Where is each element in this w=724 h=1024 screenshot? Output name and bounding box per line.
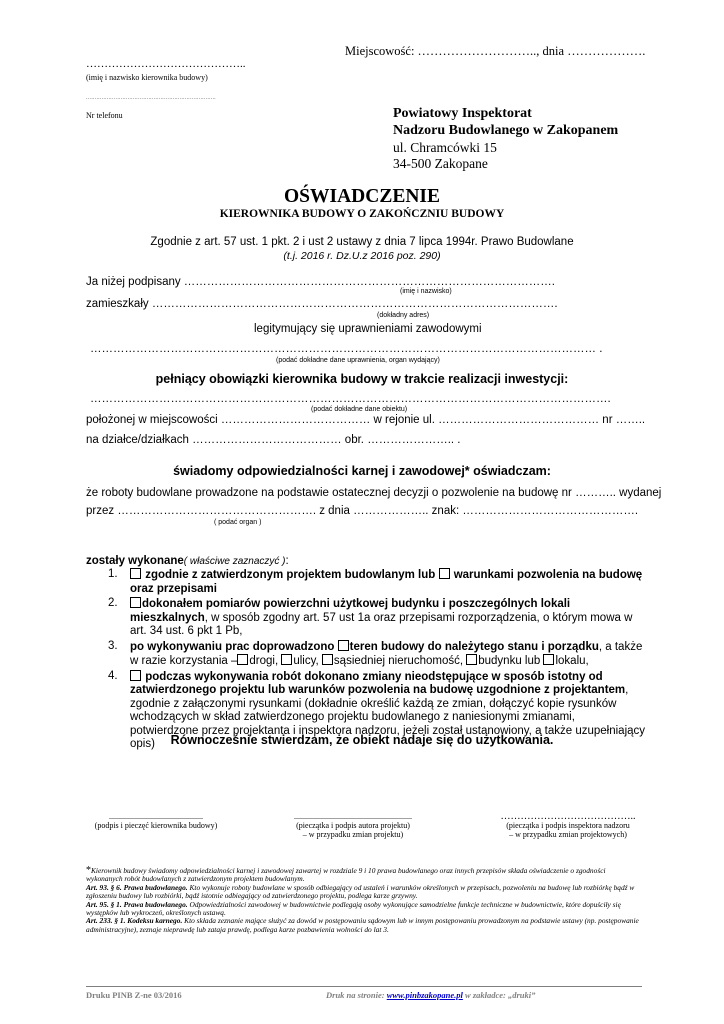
works-done-note: ( właściwe zaznaczyć ) xyxy=(183,556,286,567)
item-number: 4. xyxy=(108,669,118,682)
item-3-text-a: po wykonywaniu prac doprowadzono xyxy=(130,640,335,653)
item-3-text-h: lokalu, xyxy=(555,655,589,667)
footnote-3 xyxy=(86,901,642,918)
print-source xyxy=(326,990,535,1000)
conclusion: Równocześnie stwierdzam, że obiekt nadaje się do użytkowania. xyxy=(170,733,554,747)
manager-name-caption: (imię i nazwisko kierownika budowy) xyxy=(86,73,208,82)
item-1-text-a: zgodnie z zatwierdzonym projektem budowlanym lub xyxy=(145,569,436,581)
addressee-line-4: 34-500 Zakopane xyxy=(393,156,488,171)
checkbox[interactable] xyxy=(237,654,248,665)
role-heading: pełniący obowiązki kierownika budowy w trakcie realizacji inwestycji: xyxy=(155,372,569,386)
checkbox[interactable] xyxy=(130,670,141,681)
signed-name-field: Ja niżej podpisany ……………………………………………………………………………………. xyxy=(86,276,556,288)
signature-dots: ............................................... xyxy=(109,812,203,821)
item-number: 2. xyxy=(108,597,118,609)
works-done-label xyxy=(86,555,289,567)
addressee-line-3: ul. Chramcówki 15 xyxy=(393,140,497,155)
signature-caption-2: – w przypadku zmian projektu) xyxy=(302,830,404,839)
footnote-4-title: Art. 233. § 1. Kodeksu karnego. xyxy=(86,916,183,926)
print-suffix: w zakładce: „druki” xyxy=(462,990,536,1000)
place-date-field: Miejscowość: ……………………….., dnia ………………. xyxy=(345,44,646,58)
decision-line-2: przez ……………………………………………. z dnia ……………….. znak: ………………………………………. xyxy=(86,505,639,517)
decision-line-1: że roboty budowlane prowadzone na podstawie ostatecznej decyzji o pozwolenie na budowę nr ……….. wydanej xyxy=(86,487,662,499)
document-subtitle: KIEROWNIKA BUDOWY O ZAKOŃCZNIU BUDOWY xyxy=(219,208,505,220)
awareness-heading: świadomy odpowiedzialności karnej i zawodowej* oświadczam: xyxy=(173,464,551,478)
footnote-3-text: Odpowiedzialności zawodowej w budownictwie podlegają osoby wykonujące samodzielne funkcje techniczne w budownictwie, które dopuściły się występków lub wykroczeń, określonych ustawą. xyxy=(86,899,621,918)
item-3-text-b: teren budowy do należytego stanu i porządku xyxy=(349,640,599,653)
checkbox[interactable] xyxy=(130,568,141,579)
signature-caption: (pieczątka i podpis autora projektu) xyxy=(296,821,410,830)
footnote-4 xyxy=(86,917,642,934)
item-2-text-a: dokonałem pomiarów powierzchni użytkowej budynku i poszczególnych lokali mieszkalnych xyxy=(130,598,571,624)
list-item xyxy=(86,597,646,639)
footnote-2 xyxy=(86,884,642,901)
footnote-star: * xyxy=(86,865,91,876)
addressee-line-2: Nadzoru Budowlanego w Zakopanem xyxy=(393,123,619,138)
works-done-text: zostały wykonane xyxy=(86,555,184,567)
item-number: 1. xyxy=(108,568,118,580)
phone-label: Nr telefonu xyxy=(86,111,123,120)
form-identifier: Druku PINB Z-ne 03/2016 xyxy=(86,990,182,1000)
website-link[interactable]: www.pinbzakopane.pl xyxy=(386,990,463,1000)
item-3-text-c: , a także w razie korzystania – xyxy=(130,640,643,667)
addressee-line-1: Powiatowy Inspektorat xyxy=(393,106,532,121)
checkbox[interactable] xyxy=(322,654,333,665)
item-4-text-a: podczas wykonywania robót dokonano zmiany nieodstępujące w sposób istotny od zatwierdzonego projektu lub warunków pozwolenia na budowę uzgodnione z projektantem xyxy=(130,670,626,696)
qualifications-label: legitymujący się uprawnieniami zawodowymi xyxy=(254,323,482,335)
checkbox[interactable] xyxy=(338,640,349,651)
works-done-colon: : xyxy=(285,555,289,567)
object-dots: ………………………………………………………………………………………………………………………. xyxy=(90,393,611,405)
signature-block-designer xyxy=(268,812,438,839)
item-2-text-b: , w sposób zgodny art. 57 ust 1a oraz przepisami rozporządzenia, o którym mowa w art. 34 ust. 6 pkt 1 Pb, xyxy=(130,611,633,637)
legal-basis-line-1: Zgodnie z art. 57 ust. 1 pkt. 2 i ust 2 ustawy z dnia 7 lipca 1994r. Prawo Budowlane xyxy=(150,236,574,248)
item-3-text-e: ulicy, xyxy=(293,655,319,667)
location-field: położonej w miejscowości ………………………………… w rejonie ul. …………………………………… nr …….. xyxy=(86,414,646,426)
checkbox[interactable] xyxy=(130,597,141,608)
plot-field: na działce/działkach ………………………………… obr. ………………….. . xyxy=(86,434,461,446)
footer-divider xyxy=(86,986,642,987)
list-item xyxy=(86,640,646,669)
signature-caption: (podpis i pieczęć kierownika budowy) xyxy=(94,821,218,830)
residence-field: zamieszkały ……………………………………………………………………………………………. xyxy=(86,298,558,310)
checkbox[interactable] xyxy=(543,654,554,665)
decision-caption: ( podać organ ) xyxy=(214,519,262,526)
footnote-1 xyxy=(86,867,642,884)
document-title: OŚWIADCZENIE xyxy=(283,186,441,207)
signature-caption-2: – w przypadku zmian projektowych) xyxy=(509,830,627,839)
object-caption: (podać dokładne dane obiektu) xyxy=(311,406,408,413)
footnotes xyxy=(86,867,642,934)
signed-name-caption: (imię i nazwisko) xyxy=(400,288,452,295)
item-1-text-b: warunkami pozwolenia na budowę xyxy=(453,569,643,581)
signature-block-inspector xyxy=(488,812,648,839)
signature-caption: (pieczątka i podpis inspektora nadzoru xyxy=(506,821,630,830)
checkbox[interactable] xyxy=(281,654,292,665)
item-number: 3. xyxy=(108,639,118,652)
qualifications-caption: (podać dokładne dane uprawnienia, organ wydający) xyxy=(276,357,440,364)
signature-dots: ........................................................... xyxy=(294,812,412,821)
item-3-text-d: drogi, xyxy=(249,655,279,667)
phone-dots: ………………………………………………………………… xyxy=(86,96,216,101)
item-3-text-g: budynku lub xyxy=(478,655,541,667)
signature-block-manager xyxy=(86,812,226,830)
footnote-4-text: Kto składa zeznanie mające służyć za dowód w postępowaniu sądowym lub w innym postępowaniu prowadzonym na podstawie ustawy (np. postępowanie administracyjne), zeznaje nieprawdę lub zataja prawdę, podlega karze pozbawienia wolności do lat 3. xyxy=(86,916,639,934)
signature-dots: ………………………………….. xyxy=(500,811,636,822)
checkbox[interactable] xyxy=(466,654,477,665)
item-4-text-b: , zgodnie z załączonymi rysunkami (dokładnie określić każdą ze zmian, dołączyć kopie rysunków wchodzących w skład zatwierdzonego projektu budowlanego z naniesionymi zmianami, potwierdzone przez projektanta i inspektora nadzoru, jeżeli został ustanowiony, a także uzupełniający opis) xyxy=(130,684,646,750)
footnote-2-title: Art. 93. § 6. Prawa budowlanego. xyxy=(86,882,188,892)
footnote-1-text: Kierownik budowy świadomy odpowiedzialności karnej i zawodowej zawartej w rozdziale 9 i 10 prawa budowlanego oraz innych przepisów składa oświadczenie o zgodności wykonanych robót budowlanych z zatwierdzonym projektem budowlanym. xyxy=(86,866,606,884)
item-1-text-c: oraz przepisami xyxy=(130,582,217,595)
works-list xyxy=(86,568,646,753)
list-item xyxy=(86,568,646,596)
item-3-text-f: sąsiedniej nieruchomość, xyxy=(333,655,464,667)
print-prefix: Druk na stronie: xyxy=(326,990,387,1000)
legal-basis-line-2: (t.j. 2016 r. Dz.U.z 2016 poz. 290) xyxy=(283,250,441,262)
qualifications-dots: …………………………………………………………………………………………………………………… . xyxy=(90,343,603,355)
residence-caption: (dokładny adres) xyxy=(377,312,430,319)
manager-name-dots: …………………………………….. xyxy=(86,58,246,70)
checkbox[interactable] xyxy=(439,568,450,579)
footnote-3-title: Art. 95. § 1. Prawa budowlanego. xyxy=(86,899,188,909)
footnote-2-text: Kto wykonuje roboty budowlane w sposób odbiegający od ustaleń i warunków określonych w przepisach, pozwoleniu na budowę lub rozbiórkę bądź w zgłoszeniu budowy lub rozbiórki, bądź istotnie odbiegający od zatwierdzonego projektu, podlega karze grzywny. xyxy=(86,882,635,901)
